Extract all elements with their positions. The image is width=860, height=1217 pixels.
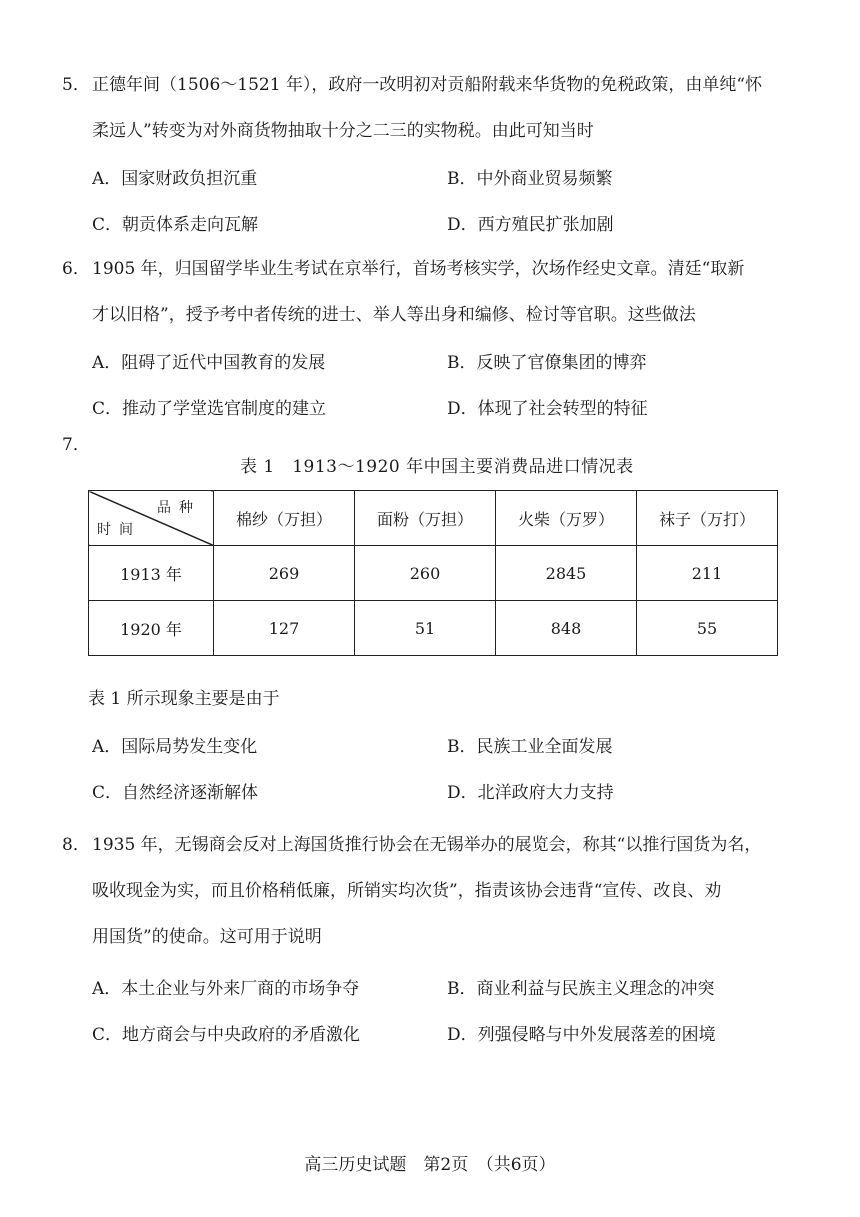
question-text-line: 1905 年，归国留学毕业生考试在京举行，首场考核实学，次场作经史文章。清廷“取新 <box>92 259 745 279</box>
option-c: C．地方商会与中央政府的矛盾激化 <box>92 1025 361 1045</box>
question-text-line: 吸收现金为实，而且价格稍低廉，所销实均次货”，指责该协会违背“宣传、改良、劝 <box>92 881 722 901</box>
option-a: A．阻碍了近代中国教育的发展 <box>92 353 326 373</box>
table-corner-cell <box>89 491 214 546</box>
table-cell: 848 <box>496 601 637 656</box>
question-8 <box>62 822 812 960</box>
option-a: A．国际局势发生变化 <box>92 737 258 757</box>
table-cell: 260 <box>355 546 496 601</box>
question-text-line: 正德年间（1506～1521 年），政府一改明初对贡船附载来华货物的免税政策，由单纯“怀 <box>92 75 763 95</box>
question-number: 7． <box>62 435 90 455</box>
column-header: 面粉（万担） <box>355 491 496 546</box>
question-number: 5． <box>62 75 90 95</box>
row-year: 1913 年 <box>89 546 214 601</box>
option-d: D．体现了社会转型的特征 <box>447 399 648 419</box>
option-c: C．推动了学堂选官制度的建立 <box>92 399 327 419</box>
table-row <box>89 546 778 601</box>
table-cell: 51 <box>355 601 496 656</box>
option-b: B．反映了官僚集团的博弈 <box>447 353 647 373</box>
corner-label-time: 时间 <box>97 522 141 538</box>
import-table <box>88 490 778 656</box>
option-b: B．中外商业贸易频繁 <box>447 169 613 189</box>
option-d: D．北洋政府大力支持 <box>447 783 614 803</box>
page-footer: 高三历史试题 第2页 （共6页） <box>304 1155 556 1175</box>
option-c: C．自然经济逐渐解体 <box>92 783 259 803</box>
option-d: D．西方殖民扩张加剧 <box>447 215 614 235</box>
option-a: A．国家财政负担沉重 <box>92 169 258 189</box>
question-text-line: 用国货”的使命。这可用于说明 <box>92 927 322 947</box>
question-text-line: 1935 年，无锡商会反对上海国货推行协会在无锡举办的展览会，称其“以推行国货为名， <box>92 835 762 855</box>
table-cell: 2845 <box>496 546 637 601</box>
option-d: D．列强侵略与中外发展落差的困境 <box>447 1025 716 1045</box>
column-header: 棉纱（万担） <box>214 491 355 546</box>
column-header: 袜子（万打） <box>637 491 778 546</box>
question-text-line: 柔远人”转变为对外商货物抽取十分之二三的实物税。由此可知当时 <box>92 121 594 141</box>
question-5 <box>62 62 812 154</box>
question-text-line: 才以旧格”，授予考中者传统的进士、举人等出身和编修、检讨等官职。这些做法 <box>92 305 696 325</box>
option-b: B．民族工业全面发展 <box>447 737 613 757</box>
question-7-stem: 表 1 所示现象主要是由于 <box>88 689 280 709</box>
question-5-options <box>92 156 812 248</box>
question-number: 6． <box>62 259 90 279</box>
option-c: C．朝贡体系走向瓦解 <box>92 215 259 235</box>
option-a: A．本土企业与外来厂商的市场争夺 <box>92 979 360 999</box>
option-b: B．商业利益与民族主义理念的冲突 <box>447 979 715 999</box>
question-6 <box>62 246 812 338</box>
corner-label-variety: 品种 <box>157 500 201 516</box>
question-number: 8． <box>62 835 90 855</box>
table-cell: 211 <box>637 546 778 601</box>
question-7-options <box>92 724 812 816</box>
question-8-options <box>92 966 812 1058</box>
question-6-options <box>92 340 812 432</box>
column-header: 火柴（万罗） <box>496 491 637 546</box>
table-header-row <box>89 491 778 546</box>
table-cell: 55 <box>637 601 778 656</box>
table-cell: 269 <box>214 546 355 601</box>
row-year: 1920 年 <box>89 601 214 656</box>
table-cell: 127 <box>214 601 355 656</box>
table-caption: 表 1 1913～1920 年中国主要消费品进口情况表 <box>240 457 634 477</box>
table-row <box>89 601 778 656</box>
